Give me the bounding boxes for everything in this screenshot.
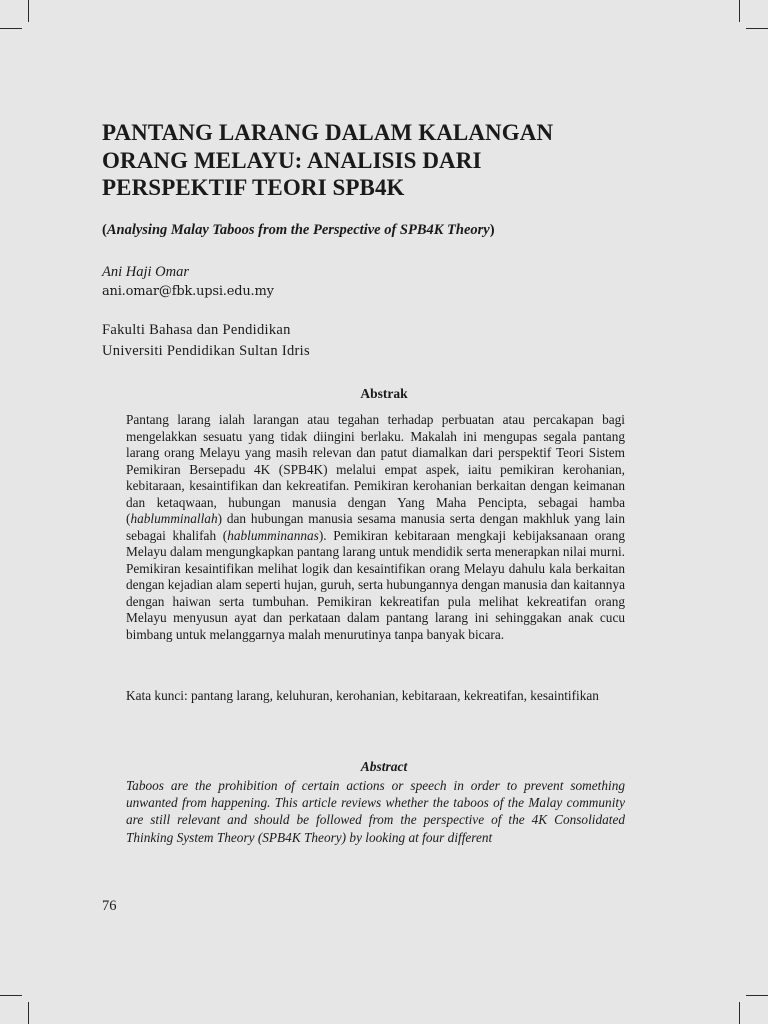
abstrak-paragraph: Pantang larang ialah larangan atau tegahan terhadap perbuatan atau percakapan bagi mengelakkan sesuatu yang tidak diingini berlaku. Makalah ini mengupas segala pantang larang orang Melayu yang masih relevan dan patut diamalkan dari perspektif Teori Sistem Pemikiran Bersepadu 4K (SPB4K) melalui empat aspek, iaitu pemikiran kerohanian, kebitaraan, kesaintifikan dan kekreatifan. Pemikiran kerohanian berkaitan dengan keimanan dan ketaqwaan, hubungan manusia dengan Yang Maha Pencipta, sebagai hamba (hablumminallah) dan hubungan manusia sesama manusia serta dengan makhluk yang lain sebagai khalifah (hablumminannas). Pemikiran kebitaraan mengkaji kebijaksanaan orang Melayu dalam mengungkapkan pantang larang untuk mendidik serta menerapkan nilai murni. Pemikiran kesaintifikan melihat logik dan kesaintifikan orang Melayu dahulu kala berkaitan dengan kejadian alam seperti hujan, guruh, serta hubungannya dengan manusia dan kaitannya dengan haiwan serta tumbuhan. Pemikiran kekreatifan pula melihat kekreatifan orang Melayu menyusun ayat dan perkataan dalam pantang larang ini sehinggakan anak cucu bimbang untuk melanggarnya malah menurutinya tanpa banyak bicara. <box>126 412 625 642</box>
crop-mark-top-right <box>739 0 740 22</box>
article-subtitle: (Analysing Malay Taboos from the Perspective of SPB4K Theory) <box>102 222 495 238</box>
english-title: Analysing Malay Taboos from the Perspective of SPB4K Theory <box>106 222 490 238</box>
title-line: ORANG MELAYU: ANALISIS DARI <box>102 147 482 173</box>
affiliation-block <box>102 320 310 362</box>
term-hablumminallah: hablumminallah <box>130 511 218 526</box>
affiliation-faculty: Fakulti Bahasa dan Pendidikan <box>102 322 291 338</box>
article-title <box>102 119 662 202</box>
crop-mark-top-left <box>0 28 22 29</box>
crop-mark-top-right <box>746 28 768 29</box>
author-email: ani.omar@fbk.upsi.edu.my <box>102 284 274 299</box>
page-number: 76 <box>102 898 117 914</box>
abstrak-heading: Abstrak <box>360 386 408 401</box>
crop-mark-bottom-left <box>0 995 22 996</box>
author-name: Ani Haji Omar <box>102 264 189 280</box>
author-block <box>102 262 274 302</box>
abstract-heading: Abstract <box>360 759 408 774</box>
term-hablumminannas: hablumminannas <box>227 527 319 543</box>
crop-mark-bottom-right <box>739 1002 740 1024</box>
title-line: PERSPEKTIF TEORI SPB4K <box>102 175 405 200</box>
title-line: PANTANG LARANG DALAM KALANGAN <box>102 120 554 145</box>
keywords: Kata kunci: pantang larang, keluhuran, kerohanian, kebitaraan, kekreatifan, kesaintifikan <box>126 688 599 703</box>
affiliation-university: Universiti Pendidikan Sultan Idris <box>102 343 310 359</box>
crop-mark-bottom-left <box>28 1002 29 1024</box>
abstract-paragraph: Taboos are the prohibition of certain actions or speech in order to prevent something unwanted from happening. This article reviews whether the taboos of the Malay community are still relevant and should be followed from the perspective of the 4K Consolidated Thinking System Theory (SPB4K Theory) by looking at four different <box>126 778 625 845</box>
crop-mark-top-left <box>28 0 29 22</box>
crop-mark-bottom-right <box>746 995 768 996</box>
